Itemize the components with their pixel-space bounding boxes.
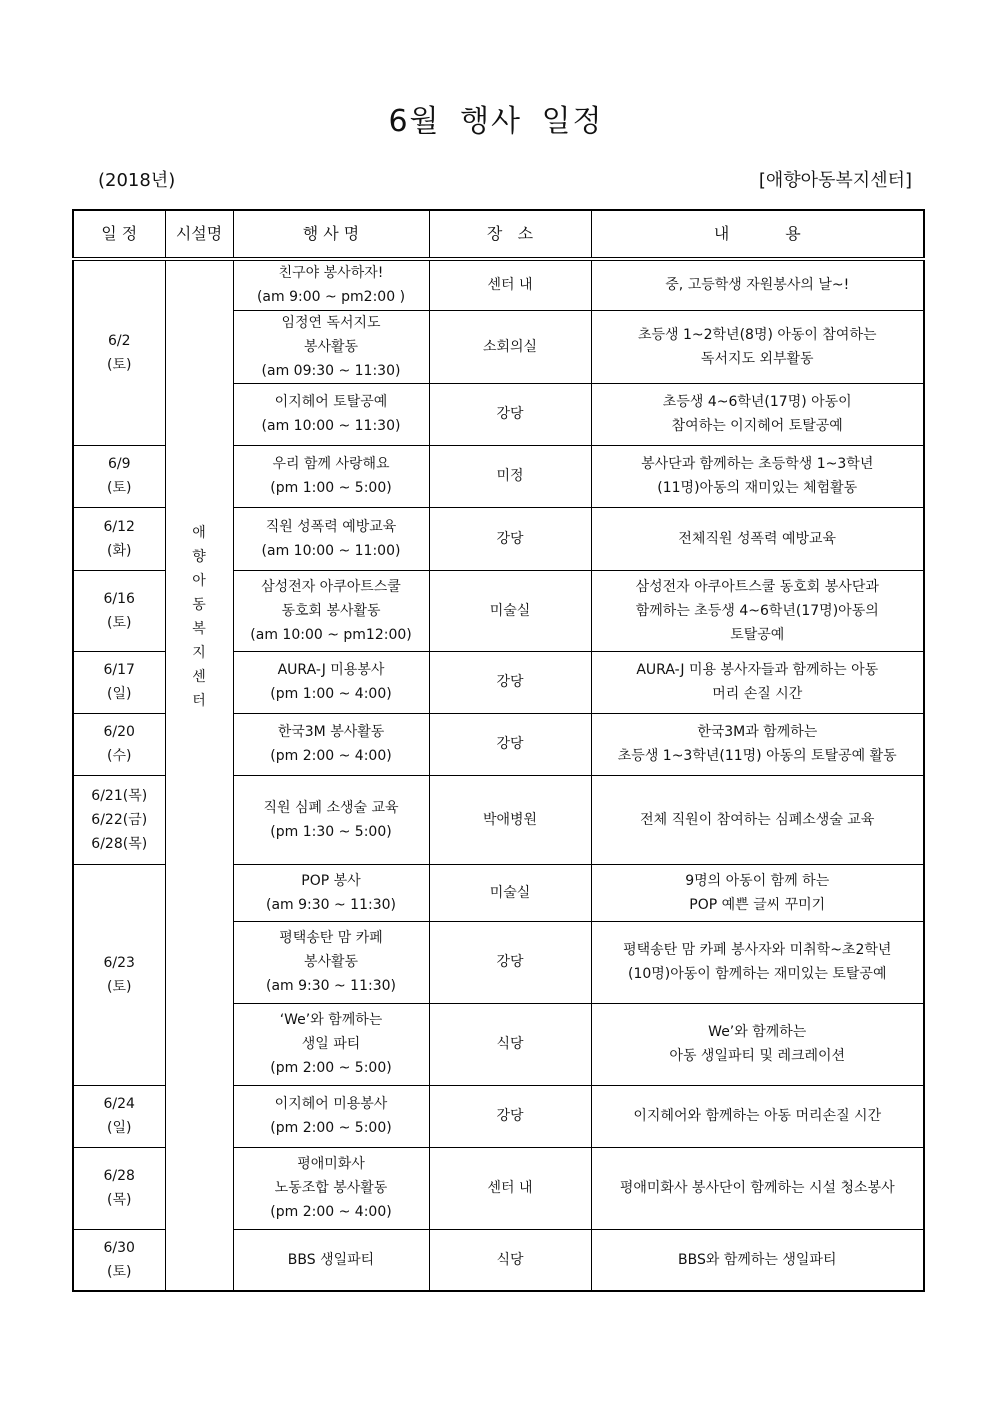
text-line: 친구야 봉사하자! — [278, 265, 384, 282]
text-line: 전체 직원이 참여하는 심폐소생술 교육 — [640, 811, 875, 828]
text-line: (토) — [107, 614, 132, 631]
text-line: ‘We’와 함께하는 — [279, 1012, 383, 1028]
text-line: (am 09:30 ~ 11:30) — [261, 362, 401, 379]
place-cell: 강당 — [429, 713, 591, 775]
table-row — [73, 259, 924, 310]
text-line: BBS와 함께하는 생일파티 — [678, 1251, 837, 1268]
page-title: 6월 행사 일정 — [388, 104, 604, 139]
text-line: 한국3M 봉사활동 — [277, 724, 385, 740]
text-line: 6/12 — [103, 518, 135, 535]
text-line: 노동조합 봉사활동 — [274, 1180, 388, 1196]
facility-char: 센 — [192, 669, 206, 685]
text-line: (토) — [107, 1263, 132, 1280]
text-line: (일) — [107, 1120, 132, 1136]
organization-label: [애향아동복지센터] — [758, 170, 912, 191]
text-line: 임정연 독서지도 — [281, 314, 381, 331]
date-cell — [73, 570, 165, 651]
facility-char: 아 — [192, 573, 206, 589]
schedule-table — [72, 209, 925, 1292]
text-line: (am 10:00 ~ 11:00) — [261, 542, 401, 559]
place-cell: 식당 — [429, 1003, 591, 1085]
text-line: 6/16 — [103, 590, 135, 607]
event-name-cell — [233, 507, 429, 570]
text-line: 토탈공예 — [730, 626, 785, 643]
event-name-cell — [233, 310, 429, 383]
text-line: 삼성전자 아쿠아트스쿨 — [261, 578, 401, 595]
text-line: 이지헤어 토탈공예 — [274, 394, 388, 410]
header-place: 장 소 — [429, 210, 591, 259]
date-cell — [73, 864, 165, 1085]
content-cell — [591, 921, 924, 1003]
text-line: (11명)아동의 재미있는 체험활동 — [657, 480, 858, 496]
header-event: 행 사 명 — [233, 210, 429, 259]
text-line: 봉사활동 — [303, 954, 359, 970]
date-cell — [73, 1147, 165, 1229]
text-line: 동호회 봉사활동 — [281, 602, 381, 619]
text-line: (pm 1:00 ~ 5:00) — [270, 480, 392, 496]
place-cell: 강당 — [429, 651, 591, 713]
year-label: (2018년) — [98, 170, 176, 191]
text-line: 삼성전자 아쿠아트스쿨 동호회 봉사단과 — [635, 578, 879, 595]
place-cell: 식당 — [429, 1229, 591, 1291]
event-name-cell — [233, 383, 429, 445]
header-date: 일 정 — [73, 210, 165, 259]
text-line: (am 9:30 ~ 11:30) — [265, 896, 396, 913]
text-line: (토) — [107, 978, 132, 995]
place-cell: 강당 — [429, 383, 591, 445]
place-cell: 미술실 — [429, 864, 591, 921]
text-line: 6/22(금) — [91, 811, 148, 828]
text-line: 생일 파티 — [301, 1036, 361, 1052]
text-line: (am 9:30 ~ 11:30) — [265, 978, 396, 994]
text-line: (am 10:00 ~ pm12:00) — [250, 626, 412, 643]
text-line: 6/23 — [103, 954, 135, 971]
content-cell — [591, 507, 924, 570]
date-cell — [73, 259, 165, 445]
text-line: (pm 1:30 ~ 5:00) — [270, 823, 392, 840]
text-line: 독서지도 외부활동 — [700, 350, 814, 367]
text-line: (화) — [107, 542, 132, 559]
facility-char: 복 — [192, 621, 206, 637]
date-cell — [73, 507, 165, 570]
event-name-cell — [233, 1147, 429, 1229]
text-line: (10명)아동이 함께하는 재미있는 토탈공예 — [628, 966, 887, 982]
content-cell — [591, 713, 924, 775]
text-line: 6/28(목) — [91, 835, 148, 852]
place-cell: 센터 내 — [429, 259, 591, 310]
date-cell — [73, 651, 165, 713]
event-name-cell — [233, 1085, 429, 1147]
text-line: 9명의 아동이 함께 하는 — [685, 872, 830, 889]
header-content: 내 용 — [591, 210, 924, 259]
content-cell — [591, 310, 924, 383]
schedule-body — [73, 259, 924, 1291]
date-cell — [73, 445, 165, 507]
event-name-cell — [233, 921, 429, 1003]
event-name-cell — [233, 1003, 429, 1085]
text-line: We’와 함께하는 — [708, 1024, 807, 1040]
text-line: 이지헤어와 함께하는 아동 머리손질 시간 — [633, 1108, 882, 1124]
text-line: 6/28 — [103, 1168, 135, 1184]
text-line: 6/20 — [103, 724, 135, 740]
text-line: (am 10:00 ~ 11:30) — [261, 418, 401, 434]
text-line: (토) — [107, 480, 132, 496]
text-line: 머리 손질 시간 — [712, 686, 803, 702]
text-line: (pm 2:00 ~ 5:00) — [270, 1060, 392, 1076]
place-cell: 강당 — [429, 921, 591, 1003]
text-line: 전체직원 성폭력 예방교육 — [678, 530, 837, 547]
event-name-cell — [233, 713, 429, 775]
facility-char: 향 — [192, 549, 206, 565]
header-facility: 시설명 — [165, 210, 233, 259]
text-line: 이지헤어 미용봉사 — [274, 1096, 388, 1112]
date-cell — [73, 1085, 165, 1147]
facility-char: 애 — [192, 525, 206, 541]
event-name-cell — [233, 651, 429, 713]
content-cell — [591, 1147, 924, 1229]
content-cell — [591, 570, 924, 651]
text-line: 6/2 — [107, 332, 131, 349]
event-name-cell — [233, 259, 429, 310]
facility-cell — [165, 259, 233, 1291]
text-line: 평애미화사 봉사단이 함께하는 시설 청소봉사 — [619, 1180, 895, 1196]
text-line: AURA-J 미용 봉사자들과 함께하는 아동 — [636, 662, 879, 678]
text-line: (pm 2:00 ~ 5:00) — [270, 1120, 392, 1136]
text-line: 6/21(목) — [91, 787, 148, 804]
text-line: (목) — [107, 1192, 132, 1208]
facility-char: 터 — [192, 693, 206, 709]
text-line: 평애미화사 — [297, 1156, 365, 1172]
text-line: 직원 성폭력 예방교육 — [265, 518, 397, 535]
content-cell — [591, 651, 924, 713]
text-line: AURA-J 미용봉사 — [277, 662, 385, 678]
content-cell — [591, 1003, 924, 1085]
place-cell: 소회의실 — [429, 310, 591, 383]
place-cell: 박애병원 — [429, 775, 591, 864]
text-line: 6/24 — [103, 1096, 135, 1112]
header-row — [73, 210, 924, 259]
text-line: 아동 생일파티 및 레크레이션 — [669, 1048, 846, 1064]
text-line: BBS 생일파티 — [287, 1251, 375, 1268]
text-line: (일) — [107, 686, 132, 702]
text-line: 봉사활동 — [303, 338, 359, 355]
text-line: 초등생 1~2학년(8명) 아동이 참여하는 — [637, 326, 877, 343]
content-cell — [591, 259, 924, 310]
date-cell — [73, 775, 165, 864]
text-line: 초등생 4~6학년(17명) 아동이 — [662, 394, 852, 410]
event-name-cell — [233, 864, 429, 921]
content-cell — [591, 1229, 924, 1291]
place-cell: 강당 — [429, 1085, 591, 1147]
date-cell — [73, 1229, 165, 1291]
text-line: 평택송탄 맘 카페 — [279, 930, 383, 946]
place-cell: 센터 내 — [429, 1147, 591, 1229]
text-line: POP 예쁜 글씨 꾸미기 — [689, 896, 826, 913]
place-cell: 강당 — [429, 507, 591, 570]
text-line: 우리 함께 사랑해요 — [272, 456, 390, 472]
text-line: POP 봉사 — [301, 872, 361, 889]
text-line: (pm 1:00 ~ 4:00) — [270, 686, 392, 702]
event-name-cell — [233, 775, 429, 864]
text-line: (am 9:00 ~ pm2:00 ) — [256, 289, 406, 306]
text-line: 봉사단과 함께하는 초등학생 1~3학년 — [641, 456, 874, 472]
text-line: 직원 심폐 소생술 교육 — [263, 799, 399, 816]
place-cell: 미술실 — [429, 570, 591, 651]
facility-char: 동 — [192, 597, 206, 613]
text-line: 6/17 — [103, 662, 135, 678]
text-line: 평택송탄 맘 카페 봉사자와 미취학~초2학년 — [623, 942, 892, 958]
text-line: 함께하는 초등생 4~6학년(17명)아동의 — [635, 602, 879, 619]
content-cell — [591, 775, 924, 864]
text-line: 6/30 — [103, 1239, 135, 1256]
event-name-cell — [233, 570, 429, 651]
text-line: (pm 2:00 ~ 4:00) — [270, 748, 392, 764]
event-name-cell — [233, 1229, 429, 1291]
text-line: 6/9 — [107, 456, 131, 472]
text-line: 참여하는 이지헤어 토탈공예 — [671, 418, 843, 434]
date-cell — [73, 713, 165, 775]
content-cell — [591, 445, 924, 507]
event-name-cell — [233, 445, 429, 507]
content-cell — [591, 383, 924, 445]
content-cell — [591, 1085, 924, 1147]
text-line: (pm 2:00 ~ 4:00) — [270, 1204, 392, 1220]
text-line: 중, 고등학생 자원봉사의 날~! — [665, 277, 850, 294]
text-line: 초등생 1~3학년(11명) 아동의 토탈공예 활동 — [617, 748, 897, 764]
content-cell — [591, 864, 924, 921]
place-cell: 미정 — [429, 445, 591, 507]
text-line: 한국3M과 함께하는 — [697, 724, 818, 740]
text-line: (토) — [107, 356, 132, 373]
text-line: (수) — [107, 748, 132, 764]
facility-char: 지 — [192, 645, 206, 661]
